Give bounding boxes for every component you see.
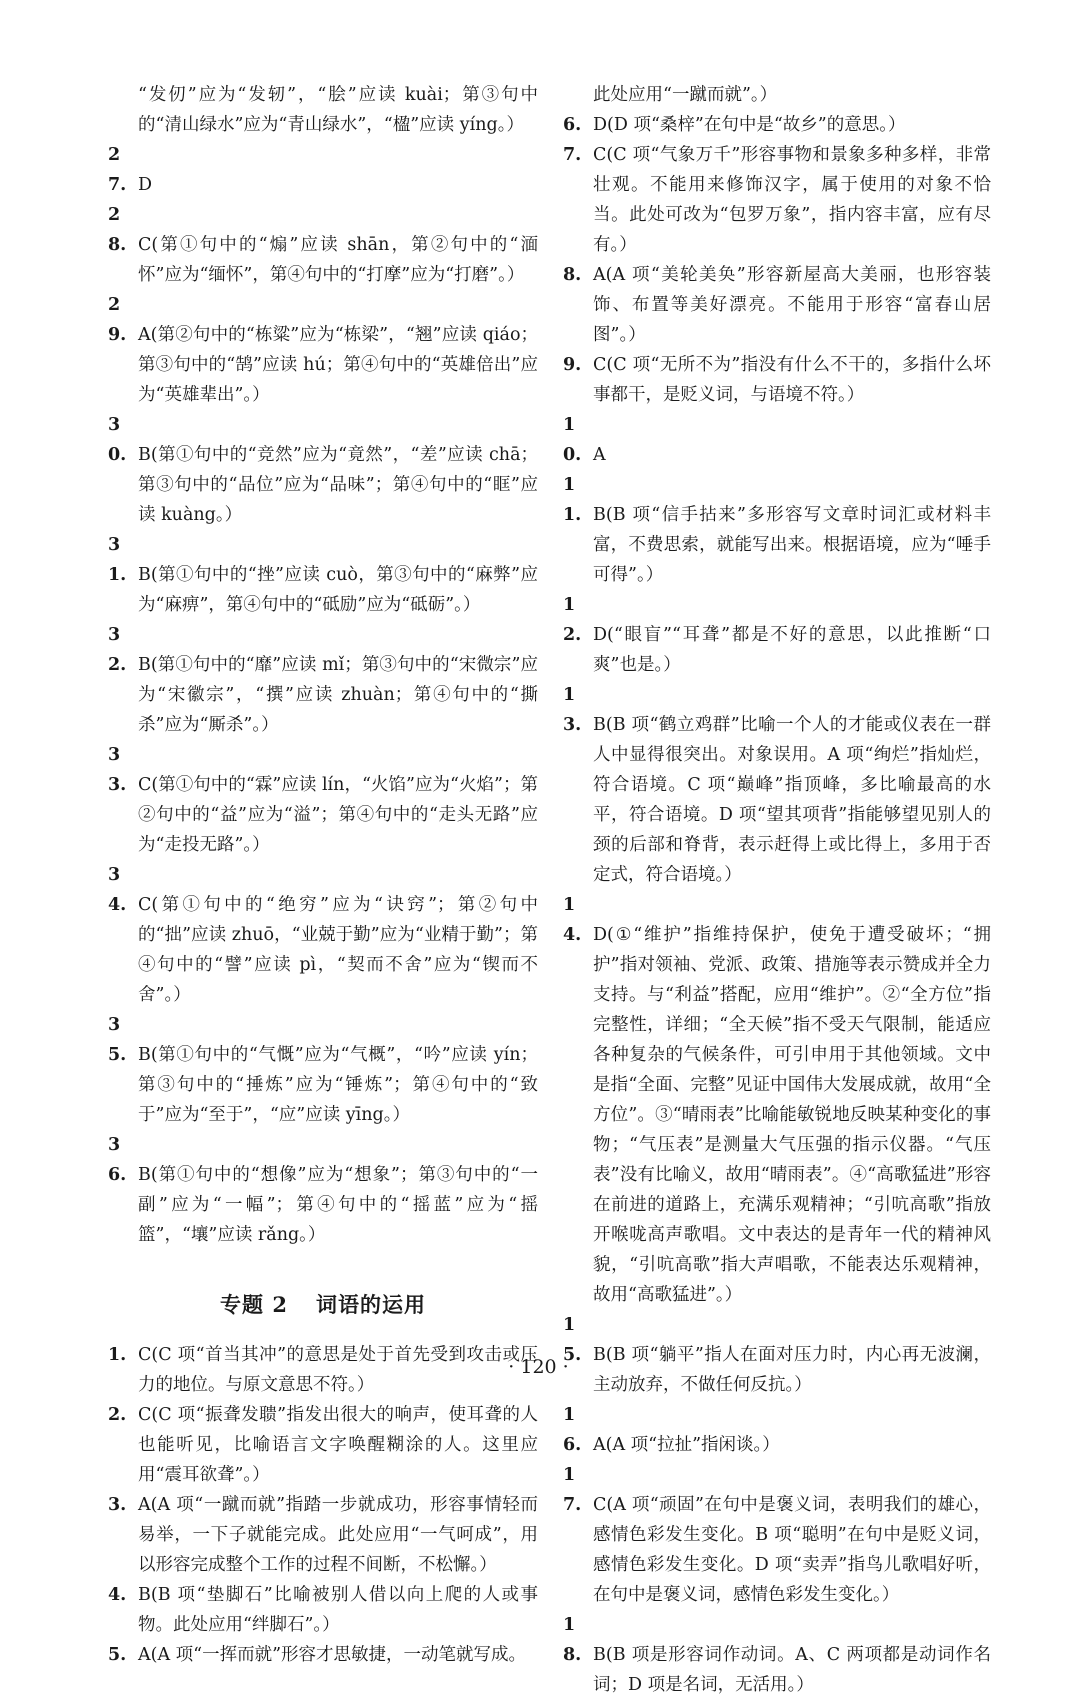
answer-item xyxy=(563,1400,991,1460)
answer-item xyxy=(108,620,538,740)
section-heading xyxy=(108,1290,538,1320)
answer-item xyxy=(563,590,991,680)
page-number: · 120 · xyxy=(508,1356,569,1378)
left-items-list xyxy=(108,140,538,1250)
answer-number: 10. xyxy=(563,415,582,465)
answer-number: 7. xyxy=(563,145,582,165)
answer-item xyxy=(108,530,538,620)
answer-number: 1. xyxy=(108,1345,127,1365)
answer-text: C(第①句中的“霖”应读 lín，“火馅”应为“火焰”；第②句中的“益”应为“溢”；第④句中的“走头无路”应为“走投无路”。） xyxy=(138,775,538,855)
section-heading-prefix: 专题 2 xyxy=(220,1292,288,1317)
answer-item xyxy=(108,1490,538,1580)
answer-item xyxy=(563,890,991,1310)
answer-item xyxy=(108,1580,538,1640)
answer-item xyxy=(108,1130,538,1250)
answer-text: D(“眼盲”“耳聋”都是不好的意思，以此推断“口爽”也是。） xyxy=(593,625,991,675)
answer-number: 31. xyxy=(108,535,127,585)
answer-item xyxy=(563,110,991,140)
answer-number: 4. xyxy=(108,1585,127,1605)
answer-item xyxy=(108,200,538,290)
answer-text: B(B 项“鹤立鸡群”比喻一个人的才能或仪表在一群人中显得很突出。对象误用。A 项“绚烂”指灿烂，符合语境。C 项“巅峰”指顶峰，多比喻最高的水平，符合语境。D 项“望其项背”指能够望见别人的颈的后部和脊背，表示赶得上或比得上，多用于否定式，符合语境。） xyxy=(593,715,991,885)
answer-text: C(第①句中的“煽”应读 shān，第②句中的“湎怀”应为“缅怀”，第④句中的“打摩”应为“打磨”。） xyxy=(138,235,538,285)
section-heading-title: 词语的运用 xyxy=(315,1292,426,1317)
answer-number: 11. xyxy=(563,475,582,525)
answer-text: D(①“维护”指维持保护，使免于遭受破坏；“拥护”指对领袖、党派、政策、措施等表示赞成并全力支持。与“利益”搭配，应用“维护”。②“全方位”指完整性，详细；“全天候”指不受天气限制，能适应各种复杂的气候条件，可引申用于其他领域。文中是指“全面、完整”见证中国伟大发展成就，故用“全方位”。③“晴雨表”比喻能敏锐地反映某种变化的事物；“气压表”是测量大气压强的指示仪器。“气压表”没有比喻义，故用“晴雨表”。④“高歌猛进”形容在前进的道路上，充满乐观精神；“引吭高歌”指放开喉咙高声歌唱。文中表达的是青年一代的精神风貌，“引吭高歌”指大声唱歌，不能表达乐观精神，故用“高歌猛进”。） xyxy=(593,925,991,1305)
answer-number: 9. xyxy=(563,355,582,375)
answer-item xyxy=(563,680,991,890)
answer-item xyxy=(563,470,991,590)
answer-number: 15. xyxy=(563,1315,582,1365)
answer-text: B(B 项是形容词作动词。A、C 两项都是动词作名词；D 项是名词，无活用。） xyxy=(593,1645,991,1695)
right-top-continuation: 此处应用“一蹴而就”。） xyxy=(593,85,778,105)
answer-text: C(第①句中的“绝穷”应为“诀窍”；第②句中的“拙”应读 zhuō，“业兢于勤”应为“业精于勤”；第④句中的“譬”应读 pì，“契而不舍”应为“锲而不舍”。） xyxy=(138,895,538,1005)
answer-text: C(C 项“首当其冲”的意思是处于首先受到攻击或压力的地位。与原文意思不符。） xyxy=(138,1345,538,1395)
answer-text: C(C 项“振聋发聩”指发出很大的响声，使耳聋的人也能听见，比喻语言文字唤醒糊涂的人。这里应用“震耳欲聋”。） xyxy=(138,1405,538,1485)
answer-text: C(C 项“无所不为”指没有什么不干的，多指什么坏事都干，是贬义词，与语境不符。） xyxy=(593,355,991,405)
right-column xyxy=(563,80,991,1700)
answer-text: A(A 项“美轮美奂”形容新屋高大美丽，也形容装饰、布置等美好漂亮。不能用于形容“富春山居图”。） xyxy=(593,265,991,345)
answer-item xyxy=(108,1400,538,1490)
answer-item xyxy=(108,860,538,1010)
answer-item xyxy=(108,1010,538,1130)
answer-text: B(B 项“信手拈来”多形容写文章时词汇或材料丰富，不费思索，就能写出来。根据语境，应为“唾手可得”。） xyxy=(593,505,991,585)
answer-text: A(第②句中的“栋粱”应为“栋梁”，“翘”应读 qiáo；第③句中的“鹄”应读 hú；第④句中的“英雄倍出”应为“英雄辈出”。） xyxy=(138,325,538,405)
answer-item xyxy=(563,1610,991,1700)
answer-text: D(D 项“桑梓”在句中是“故乡”的意思。） xyxy=(593,115,906,135)
left-column xyxy=(108,80,538,1670)
answer-number: 32. xyxy=(108,625,127,675)
answer-number: 17. xyxy=(563,1465,582,1515)
answer-number: 33. xyxy=(108,745,127,795)
answer-item xyxy=(108,1640,538,1670)
answer-text: B(第①句中的“挫”应读 cuò，第③句中的“麻弊”应为“麻痹”，第④句中的“砥励”应为“砥砺”。） xyxy=(138,565,538,615)
answer-number: 14. xyxy=(563,895,582,945)
answer-text: B(第①句中的“气慨”应为“气概”，“吟”应读 yín；第③句中的“捶炼”应为“锤炼”；第④句中的“致于”应为“至于”，“应”应读 yīng。） xyxy=(138,1045,538,1125)
answer-number: 5. xyxy=(108,1645,127,1665)
answer-item xyxy=(563,410,991,470)
answer-item xyxy=(563,350,991,410)
answer-text: C(A 项“顽固”在句中是褒义词，表明我们的雄心，感情色彩发生变化。B 项“聪明”在句中是贬义词，感情色彩发生变化。D 项“卖弄”指鸟儿歌唱好听，在句中是褒义词，感情色彩发生变化。） xyxy=(593,1495,991,1605)
answer-text: A xyxy=(593,445,606,465)
left-top-continuation: “发仞”应为“发轫”，“脍”应读 kuài；第③句中的“清山绿水”应为“青山绿水”，“楹”应读 yíng。） xyxy=(138,85,538,135)
answer-number: 8. xyxy=(563,265,582,285)
answer-text: A(A 项“一挥而就”形容才思敏捷，一动笔就写成。 xyxy=(138,1645,527,1665)
left-items-list-2 xyxy=(108,1340,538,1670)
answer-number: 27. xyxy=(108,145,127,195)
answer-text: B(B 项“躺平”指人在面对压力时，内心再无波澜，主动放弃，不做任何反抗。） xyxy=(593,1345,991,1395)
answer-item xyxy=(108,140,538,200)
answer-item xyxy=(563,260,991,350)
answer-number: 18. xyxy=(563,1615,582,1665)
answer-item xyxy=(108,740,538,860)
answer-number: 12. xyxy=(563,595,582,645)
answer-item xyxy=(563,1310,991,1400)
answer-number: 16. xyxy=(563,1405,582,1455)
answer-text: D xyxy=(138,175,153,195)
answer-number: 2. xyxy=(108,1405,127,1425)
answer-number: 30. xyxy=(108,415,127,465)
answer-item xyxy=(108,290,538,410)
answer-number: 13. xyxy=(563,685,582,735)
answer-text: A(A 项“拉扯”指闲谈。） xyxy=(593,1435,780,1455)
answer-item xyxy=(108,410,538,530)
answer-number: 29. xyxy=(108,295,127,345)
answer-text: A(A 项“一蹴而就”指踏一步就成功，形容事情轻而易举，一下子就能完成。此处应用“一气呵成”，用以形容完成整个工作的过程不间断，不松懈。） xyxy=(138,1495,538,1575)
answer-number: 35. xyxy=(108,1015,127,1065)
answer-number: 36. xyxy=(108,1135,127,1185)
answer-text: C(C 项“气象万千”形容事物和景象多种多样，非常壮观。不能用来修饰汉字，属于使用的对象不恰当。此处可改为“包罗万象”，指内容丰富，应有尽有。） xyxy=(593,145,991,255)
answer-number: 34. xyxy=(108,865,127,915)
right-items-list xyxy=(563,110,991,1700)
answer-text: B(第①句中的“竞然”应为“竟然”，“差”应读 chā；第③句中的“品位”应为“品味”；第④句中的“眶”应读 kuàng。） xyxy=(138,445,538,525)
answer-text: B(第①句中的“想像”应为“想象”；第③句中的“一副”应为“一幅”；第④句中的“摇蓝”应为“摇篮”，“壤”应读 rǎng。） xyxy=(138,1165,538,1245)
answer-text: B(B 项“垫脚石”比喻被别人借以向上爬的人或事物。此处应用“绊脚石”。） xyxy=(138,1585,538,1635)
answer-number: 3. xyxy=(108,1495,127,1515)
answer-text: B(第①句中的“靡”应读 mǐ；第③句中的“宋微宗”应为“宋徽宗”，“撰”应读 zhuàn；第④句中的“撕杀”应为“厮杀”。） xyxy=(138,655,538,735)
answer-item xyxy=(563,140,991,260)
answer-number: 28. xyxy=(108,205,127,255)
answer-item xyxy=(563,1460,991,1610)
answer-number: 6. xyxy=(563,115,582,135)
